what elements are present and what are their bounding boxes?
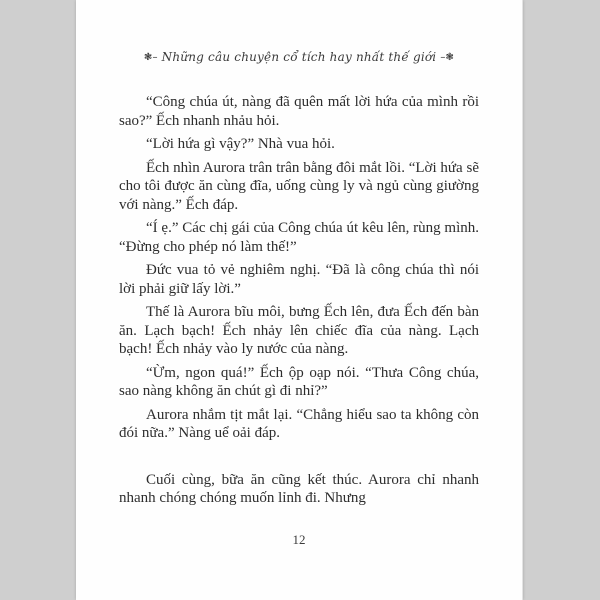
paragraph: Aurora nhắm tịt mắt lại. “Chẳng hiểu sao ta không còn đói nữa.” Nàng uể oải đáp. [119, 406, 479, 441]
paragraph: “Lời hứa gì vậy?” Nhà vua hỏi. [146, 136, 335, 152]
page-number: 12 [292, 532, 306, 547]
paragraph: Đức vua tỏ vẻ nghiêm nghị. “Đã là công chúa thì nói lời phải giữ lấy lời.” [119, 262, 479, 297]
book-page [76, 0, 523, 600]
paragraph: “Công chúa út, nàng đã quên mất lời hứa của mình rồi sao?” Ếch nhanh nhảu hỏi. [119, 94, 479, 129]
paragraph: “Í ẹ.” Các chị gái của Công chúa út kêu lên, rùng mình. “Đừng cho phép nó làm thế!” [119, 220, 479, 255]
header-ornament-left-icon: ❃– [143, 52, 158, 63]
running-header [76, 50, 522, 65]
page-body [76, 93, 522, 508]
paragraph: Cuối cùng, bữa ăn cũng kết thúc. Aurora chỉ nhanh nhanh chóng chóng muốn lỉnh đi. Nhưng [119, 471, 479, 506]
header-ornament-right-icon: –❃ [440, 52, 455, 63]
paragraph: Thế là Aurora bĩu môi, bưng Ếch lên, đưa Ếch đến bàn ăn. Lạch bạch! Ếch nhảy lên chiếc đĩa của nàng. Lạch bạch! Ếch nhảy vào ly nước của nàng. [119, 304, 479, 357]
book-title: Những câu chuyện cổ tích hay nhất thế giới [161, 50, 437, 64]
paragraph: Ếch nhìn Aurora trân trân bằng đôi mắt lồi. “Lời hứa sẽ cho tôi được ăn cùng đĩa, uống cùng ly và ngủ cùng giường với nàng.” Ếch đáp. [119, 159, 479, 213]
paragraph: “Ừm, ngon quá!” Ếch ộp oạp nói. “Thưa Công chúa, sao nàng không ăn chút gì đi nhỉ?” [119, 364, 479, 399]
